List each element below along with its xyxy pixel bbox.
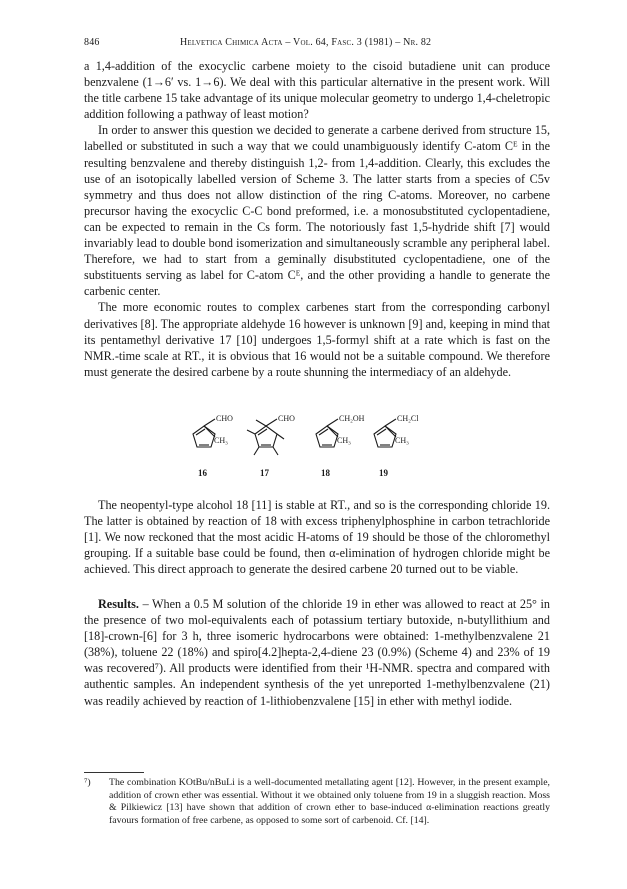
structure-18-ring xyxy=(316,419,338,447)
structure-19-number: 19 xyxy=(379,468,388,478)
results-section xyxy=(84,596,550,709)
structure-16-ring xyxy=(193,419,215,447)
structure-18-number: 18 xyxy=(321,468,330,478)
structure-19-ring xyxy=(374,419,396,447)
structure-19-top-group: CH₂Cl xyxy=(397,414,419,423)
structure-17-number: 17 xyxy=(260,468,269,478)
results-heading: Results. xyxy=(98,597,139,611)
paragraph-5 xyxy=(84,596,550,709)
structure-16-bottom-group: CH₃ xyxy=(214,436,228,445)
running-head: Helvetica Chimica Acta – Vol. 64, Fasc. 3 (1981) – Nr. 82 xyxy=(180,37,432,48)
footnote-text: The combination KOtBu/nBuLi is a well-documented metallating agent [12]. However, in the present example, addition of crown ether was essential. Without it we obtained only toluene from 19 in a sluggish reaction. Moss & Pilkiewicz [13] have shown that addition of crown ether to base-induced α-elimination reactions greatly favours formation of free carbene, as opposed to some sort of carbenoid. Cf. [14]. xyxy=(109,777,550,826)
paragraph-1: a 1,4-addition of the exocyclic carbene moiety to the cisoid butadiene unit can produce benzvalene (1→6′ vs. 1→6). We deal with this particular alternative in the present work. Will the title carbene 15 take advantage of its unique molecular geometry to undergo 1,4-cheletropic addition following a pathway of least motion? xyxy=(84,59,550,122)
structure-19-bottom-group: CH₃ xyxy=(395,436,409,445)
main-text xyxy=(84,58,550,380)
footnote-mark: ⁷) xyxy=(84,777,91,788)
structure-17-top-group: CHO xyxy=(278,414,295,423)
structure-18-top-group: CH₂OH xyxy=(339,414,365,423)
results-text: – When a 0.5 M solution of the chloride 19 in ether was allowed to react at 25° in the presence of two mol-equivalents each of potassium tertiary butoxide, n-butyllithium and [18]-crown-[6] for 3 h, three isomeric hydrocarbons were obtained: 1-methylbenzvalene 21 (38%), toluene 22 (18%) and spiro[4.2]hepta-2,4-diene 23 (0.9%) (Scheme 4) and 23% of 19 was recovered⁷). All products were identified from their ¹H-NMR. spectra and compared with authentic samples. An independent synthesis of the yet unreported 1-methylbenzvalene (21) was readily achieved by reaction of 1-lithiobenzvalene [15] in ether with methyl iodide. xyxy=(84,597,550,708)
structure-16-top-group: CHO xyxy=(216,414,233,423)
structure-17-ring xyxy=(247,419,284,455)
paragraph-4: The neopentyl-type alcohol 18 [11] is stable at RT., and so is the corresponding chloride 19. The latter is obtained by reaction of 18 with excess triphenylphosphine in carbon tetrachloride [1]. We now reckoned that the most acidic H-atoms of 19 should be those of the chloromethyl grouping. If a suitable base could be found, then α-elimination of hydrogen chloride might be achieved. This direct approach to generate the desired carbene 20 turned out to be viable. xyxy=(84,498,550,577)
paragraph-3: The more economic routes to complex carbenes start from the corresponding carbonyl derivatives [8]. The appropriate aldehyde 16 however is unknown [9] and, keeping in mind that its pentamethyl derivative 17 [10] undergoes 1,5-formyl shift at a rate which is fast on the NMR.-time scale at RT., it is obvious that 16 would not be a suitable compound. We therefore must generate the desired carbene by a route shunning the intermediacy of an aldehyde. xyxy=(84,300,550,379)
footnote xyxy=(84,777,550,827)
structure-18-bottom-group: CH₃ xyxy=(337,436,351,445)
structure-16-number: 16 xyxy=(198,468,207,478)
main-text-continued xyxy=(84,497,550,577)
page-number: 846 xyxy=(84,37,100,48)
footnote-rule xyxy=(84,772,144,773)
paragraph-2: In order to answer this question we decided to generate a carbene derived from structure 15, labelled or substituted in such a way that we could unambiguously identify C-atom Cᴱ in the resulting benzvalene and thereby distinguish 1,2- from 1,4-addition. Clearly, this excludes the use of an isotopically labelled version of Scheme 3. The latter starts from a species of C5v symmetry and thus does not allow distinction of the ring C-atoms. Moreover, no carbene precursor having the exocyclic C-C bond preformed, i.e. a monosubstituted cyclopentadiene, can be expected to remain in the Cs form. The notoriously fast 1,5-hydride shift [7] would invariably lead to double bond isomerization and simultaneously scramble any peripheral label. Therefore, we had to start from a geminally disubstituted cyclopentadiene, one of the substituents serving as label for C-atom Cᴱ, and the other providing a handle to generate the carbenic center. xyxy=(84,123,550,299)
structure-figure xyxy=(190,414,450,482)
structure-drawings xyxy=(190,418,450,482)
